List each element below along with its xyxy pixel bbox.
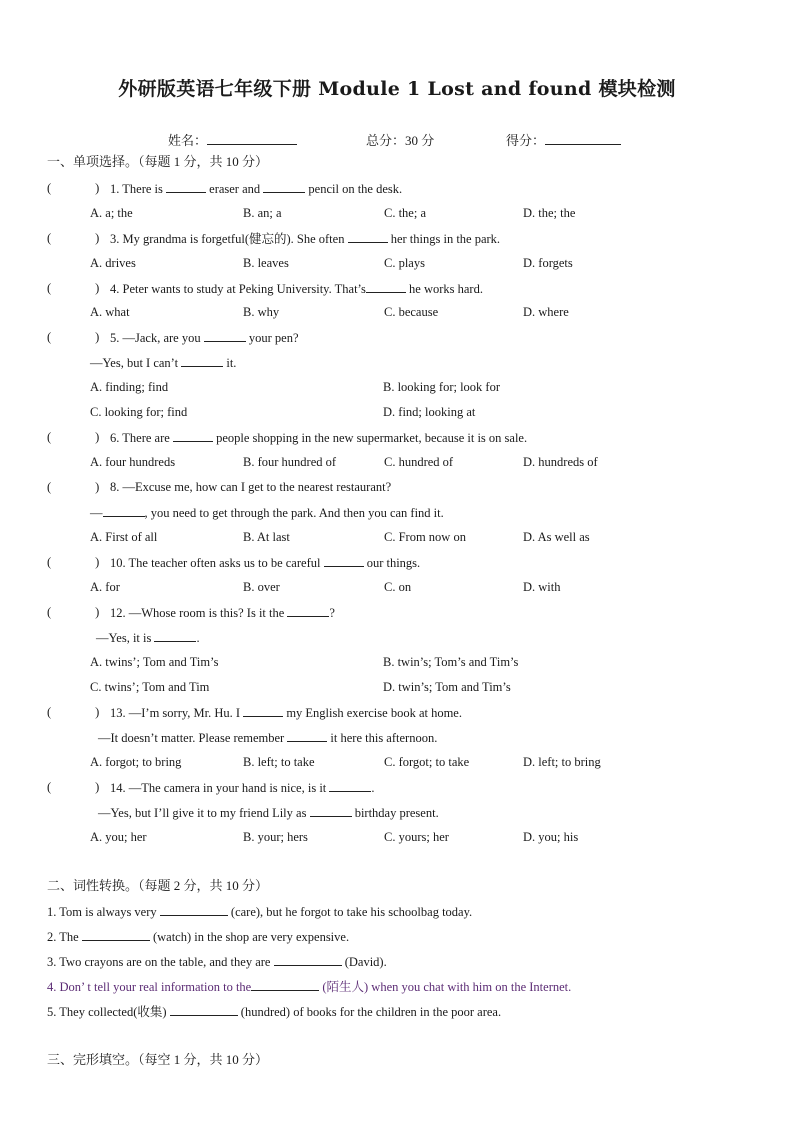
option-c[interactable]: C. looking for; find — [90, 405, 188, 419]
option-d[interactable]: D. where — [523, 305, 569, 319]
option-c[interactable]: C. because — [384, 305, 439, 319]
section-heading-2: 二、词性转换。（每题 2 分，共 10 分） — [47, 878, 269, 893]
word-form-item-2: 2. The (watch) in the shop are very expensive. — [47, 930, 350, 944]
option-c[interactable]: C. From now on — [384, 530, 466, 544]
option-b[interactable]: B. At last — [243, 530, 290, 544]
answer-paren[interactable]: ( ) — [47, 231, 100, 245]
answer-blank[interactable] — [243, 704, 283, 717]
answer-paren[interactable]: ( ) — [47, 181, 100, 195]
option-d[interactable]: D. the; the — [523, 206, 576, 220]
option-b[interactable]: B. your; hers — [243, 830, 308, 844]
answer-paren[interactable]: ( ) — [47, 605, 100, 619]
option-b[interactable]: B. twin’s; Tom’s and Tim’s — [383, 655, 519, 669]
answer-paren[interactable]: ( ) — [47, 281, 100, 295]
option-a[interactable]: A. First of all — [90, 530, 158, 544]
option-d[interactable]: D. forgets — [523, 256, 573, 270]
answer-blank[interactable] — [251, 978, 319, 991]
word-form-item-1: 1. Tom is always very (care), but he forgot to take his schoolbag today. — [47, 905, 473, 919]
word-form-item-3: 3. Two crayons are on the table, and they are (David). — [47, 955, 387, 969]
total-score-label: 总分：30 分 — [366, 133, 435, 148]
score-field[interactable] — [506, 130, 621, 149]
answer-paren[interactable]: ( ) — [47, 555, 100, 569]
answer-blank[interactable] — [204, 329, 246, 342]
option-d[interactable]: D. left; to bring — [523, 755, 601, 769]
question-13-reply: —It doesn’t matter. Please remember it here this afternoon. — [98, 731, 438, 745]
question-4: 4. Peter wants to study at Peking University. That’s he works hard. — [110, 282, 483, 296]
question-10: 10. The teacher often asks us to be careful our things. — [110, 556, 421, 570]
answer-blank[interactable] — [173, 429, 213, 442]
word-form-item-4: 4. Don’ t tell your real information to the (陌生人) when you chat with him on the Internet. — [47, 980, 572, 994]
answer-blank[interactable] — [170, 1003, 238, 1016]
option-a[interactable]: A. what — [90, 305, 130, 319]
answer-paren[interactable]: ( ) — [47, 430, 100, 444]
section-heading-3: 三、完形填空。（每空 1 分，共 10 分） — [47, 1052, 269, 1067]
answer-paren[interactable]: ( ) — [47, 780, 100, 794]
option-a[interactable]: A. you; her — [90, 830, 147, 844]
option-d[interactable]: D. with — [523, 580, 561, 594]
answer-blank[interactable] — [324, 554, 364, 567]
option-b[interactable]: B. four hundred of — [243, 455, 337, 469]
answer-blank[interactable] — [366, 280, 406, 293]
answer-blank[interactable] — [348, 230, 388, 243]
option-c[interactable]: C. twins’; Tom and Tim — [90, 680, 210, 694]
question-12-reply: —Yes, it is . — [96, 631, 200, 645]
option-d[interactable]: D. find; looking at — [383, 405, 476, 419]
option-b[interactable]: B. left; to take — [243, 755, 315, 769]
option-b[interactable]: B. an; a — [243, 206, 282, 220]
answer-blank[interactable] — [181, 354, 223, 367]
option-b[interactable]: B. leaves — [243, 256, 289, 270]
option-b[interactable]: B. looking for; look for — [383, 380, 501, 394]
option-c[interactable]: C. hundred of — [384, 455, 454, 469]
answer-blank[interactable] — [310, 804, 352, 817]
option-a[interactable]: A. drives — [90, 256, 136, 270]
option-c[interactable]: C. forgot; to take — [384, 755, 470, 769]
name-blank[interactable] — [207, 131, 297, 145]
option-c[interactable]: C. the; a — [384, 206, 427, 220]
question-1: 1. There is eraser and pencil on the desk. — [110, 182, 403, 196]
answer-blank[interactable] — [160, 903, 228, 916]
answer-blank[interactable] — [287, 604, 329, 617]
question-8-reply: — , you need to get through the park. And then you can find it. — [90, 506, 444, 520]
option-a[interactable]: A. forgot; to bring — [90, 755, 182, 769]
option-b[interactable]: B. over — [243, 580, 280, 594]
option-a[interactable]: A. a; the — [90, 206, 133, 220]
answer-blank[interactable] — [82, 928, 150, 941]
option-a[interactable]: A. four hundreds — [90, 455, 176, 469]
answer-blank[interactable] — [263, 180, 305, 193]
answer-blank[interactable] — [103, 504, 145, 517]
option-c[interactable]: C. yours; her — [384, 830, 449, 844]
answer-paren[interactable]: ( ) — [47, 705, 100, 719]
answer-paren[interactable]: ( ) — [47, 330, 100, 344]
option-d[interactable]: D. As well as — [523, 530, 590, 544]
answer-blank[interactable] — [287, 729, 327, 742]
question-14-reply: —Yes, but I’ll give it to my friend Lily as birthday present. — [98, 806, 439, 820]
question-6: 6. There are people shopping in the new supermarket, because it is on sale. — [110, 431, 528, 445]
name-field[interactable] — [168, 130, 297, 149]
option-a[interactable]: A. twins’; Tom and Tim’s — [90, 655, 219, 669]
question-8: 8. —Excuse me, how can I get to the nearest restaurant? — [110, 480, 392, 494]
option-b[interactable]: B. why — [243, 305, 280, 319]
score-label: 得分： — [506, 133, 546, 148]
option-c[interactable]: C. plays — [384, 256, 425, 270]
question-5: 5. —Jack, are you your pen? — [110, 331, 299, 345]
score-blank[interactable] — [545, 131, 621, 145]
answer-blank[interactable] — [274, 953, 342, 966]
word-form-item-5: 5. They collected(收集) (hundred) of books for the children in the poor area. — [47, 1005, 502, 1019]
option-d[interactable]: D. hundreds of — [523, 455, 598, 469]
option-a[interactable]: A. for — [90, 580, 120, 594]
name-label: 姓名： — [168, 133, 208, 148]
option-d[interactable]: D. twin’s; Tom and Tim’s — [383, 680, 511, 694]
question-14: 14. —The camera in your hand is nice, is it . — [110, 781, 375, 795]
question-5-reply: —Yes, but I can’t it. — [90, 356, 237, 370]
answer-paren[interactable]: ( ) — [47, 480, 100, 494]
section-heading-1: 一、单项选择。（每题 1 分，共 10 分） — [47, 154, 269, 169]
answer-blank[interactable] — [329, 779, 371, 792]
answer-blank[interactable] — [154, 629, 196, 642]
question-3: 3. My grandma is forgetful(健忘的). She often her things in the park. — [110, 232, 501, 246]
page-title: 外研版英语七年级下册 Module 1 Lost and found 模块检测 — [118, 78, 676, 100]
option-a[interactable]: A. finding; find — [90, 380, 169, 394]
option-d[interactable]: D. you; his — [523, 830, 579, 844]
question-13: 13. —I’m sorry, Mr. Hu. I my English exercise book at home. — [110, 706, 462, 720]
option-c[interactable]: C. on — [384, 580, 412, 594]
answer-blank[interactable] — [166, 180, 206, 193]
question-12: 12. —Whose room is this? Is it the ? — [110, 606, 335, 620]
